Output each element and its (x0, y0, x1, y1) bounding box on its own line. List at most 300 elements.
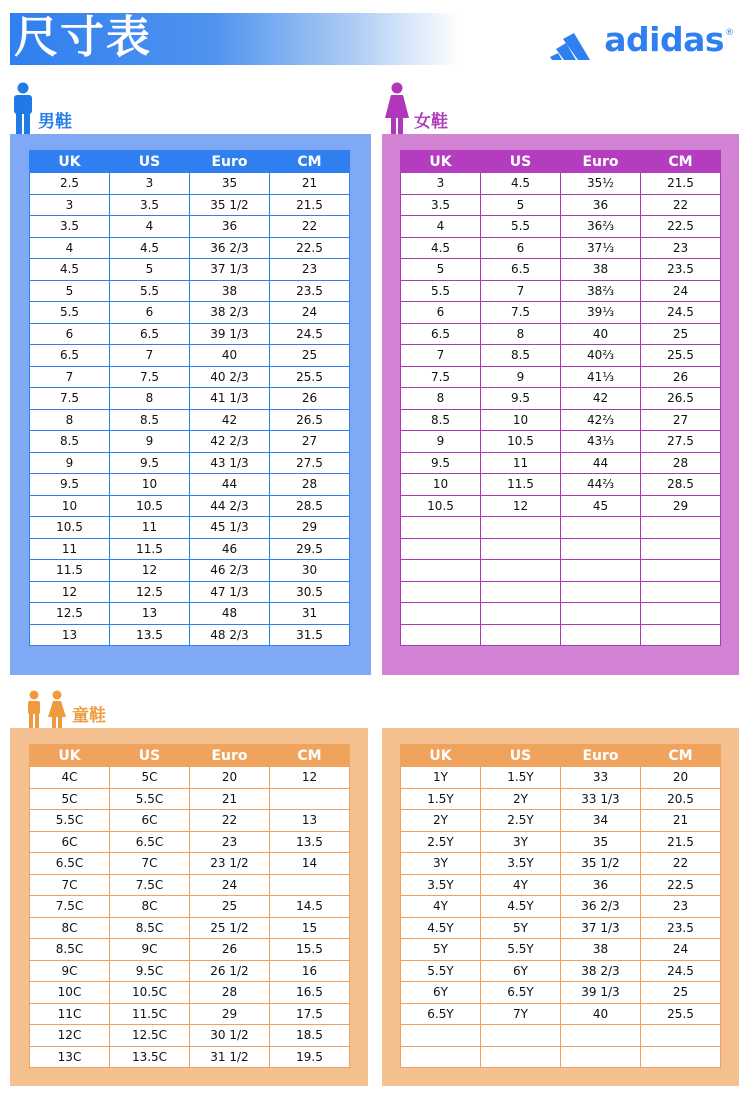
cell-euro: 43 1/3 (190, 452, 270, 474)
cell-cm: 25 (641, 982, 721, 1004)
cell-cm: 25.5 (270, 366, 350, 388)
cell-euro: 25 1/2 (190, 917, 270, 939)
table-row (30, 624, 350, 646)
table-row (401, 388, 721, 410)
table-row (30, 237, 350, 259)
cell-uk: 8C (30, 917, 110, 939)
cell-us: 6.5C (110, 831, 190, 853)
table-header-row (30, 151, 350, 173)
cell-uk: 4.5 (401, 237, 481, 259)
cell-euro: 26 1/2 (190, 960, 270, 982)
table-row (30, 431, 350, 453)
cell-euro: 36 (190, 216, 270, 238)
table-row (30, 280, 350, 302)
table-row (401, 216, 721, 238)
cell-cm: 23.5 (270, 280, 350, 302)
cell-euro: 36⅔ (561, 216, 641, 238)
cell-cm: 16.5 (270, 982, 350, 1004)
table-row (401, 874, 721, 896)
cell-euro: 37 1/3 (190, 259, 270, 281)
cell-uk: 2.5Y (401, 831, 481, 853)
table-row (30, 853, 350, 875)
cell-euro: 44 2/3 (190, 495, 270, 517)
cell-us: 11 (110, 517, 190, 539)
cell-cm (641, 560, 721, 582)
column-header-euro: Euro (561, 745, 641, 767)
table-row (30, 409, 350, 431)
brand-name: adidas (604, 20, 724, 59)
cell-uk: 7.5 (401, 366, 481, 388)
table-row (30, 216, 350, 238)
cell-euro: 44 (190, 474, 270, 496)
table-row (401, 366, 721, 388)
cell-euro: 43⅓ (561, 431, 641, 453)
cell-euro: 34 (561, 810, 641, 832)
cell-euro (561, 538, 641, 560)
cell-euro: 21 (190, 788, 270, 810)
cell-euro: 37⅓ (561, 237, 641, 259)
table-row (30, 194, 350, 216)
cell-us: 6.5 (481, 259, 561, 281)
cell-euro: 39 1/3 (190, 323, 270, 345)
table-row (30, 560, 350, 582)
cell-euro: 38 (561, 939, 641, 961)
cell-euro: 26 (190, 939, 270, 961)
table-row (30, 302, 350, 324)
cell-uk: 3Y (401, 853, 481, 875)
cell-uk: 7.5C (30, 896, 110, 918)
column-header-uk: UK (401, 151, 481, 173)
table-row (401, 560, 721, 582)
cell-euro: 35½ (561, 173, 641, 195)
cell-us: 3.5 (110, 194, 190, 216)
cell-cm: 27.5 (641, 431, 721, 453)
cell-cm: 22 (641, 194, 721, 216)
table-header-row (30, 745, 350, 767)
table-row (401, 538, 721, 560)
kids-y-size-table (400, 744, 721, 1068)
cell-us: 11.5C (110, 1003, 190, 1025)
table-row (30, 1003, 350, 1025)
cell-cm: 29.5 (270, 538, 350, 560)
cell-cm: 23.5 (641, 917, 721, 939)
table-row (401, 345, 721, 367)
cell-uk: 5C (30, 788, 110, 810)
cell-euro: 45 1/3 (190, 517, 270, 539)
cell-cm: 24 (641, 939, 721, 961)
table-row (30, 388, 350, 410)
table-row (401, 495, 721, 517)
table-row (401, 917, 721, 939)
cell-us: 9.5 (481, 388, 561, 410)
cell-euro: 47 1/3 (190, 581, 270, 603)
cell-uk: 5.5Y (401, 960, 481, 982)
table-row (401, 409, 721, 431)
table-row (401, 939, 721, 961)
cell-us: 12 (481, 495, 561, 517)
table-header-row (401, 151, 721, 173)
table-row (401, 474, 721, 496)
cell-us: 6 (481, 237, 561, 259)
cell-uk: 4Y (401, 896, 481, 918)
cell-us: 7.5 (110, 366, 190, 388)
cell-us: 13.5C (110, 1046, 190, 1068)
table-row (30, 810, 350, 832)
cell-cm: 23 (641, 896, 721, 918)
cell-euro: 40 (190, 345, 270, 367)
cell-uk: 6C (30, 831, 110, 853)
cell-euro: 36 2/3 (561, 896, 641, 918)
table-row (401, 603, 721, 625)
cell-uk: 6.5C (30, 853, 110, 875)
cell-us: 11 (481, 452, 561, 474)
page-title: 尺寸表 (14, 12, 152, 63)
table-row (30, 917, 350, 939)
cell-uk: 4 (30, 237, 110, 259)
cell-euro: 22 (190, 810, 270, 832)
column-header-uk: UK (401, 745, 481, 767)
cell-uk (401, 624, 481, 646)
table-row (30, 173, 350, 195)
cell-cm: 25.5 (641, 1003, 721, 1025)
column-header-euro: Euro (561, 151, 641, 173)
cell-cm: 21.5 (270, 194, 350, 216)
cell-cm: 22.5 (270, 237, 350, 259)
column-header-us: US (481, 151, 561, 173)
cell-uk: 10 (401, 474, 481, 496)
cell-euro: 39 1/3 (561, 982, 641, 1004)
cell-cm: 15 (270, 917, 350, 939)
column-header-euro: Euro (190, 745, 270, 767)
cell-uk: 3.5 (30, 216, 110, 238)
cell-cm (641, 538, 721, 560)
cell-cm: 16 (270, 960, 350, 982)
cell-us: 5C (110, 767, 190, 789)
table-row (30, 960, 350, 982)
adidas-stripes-icon (550, 30, 600, 60)
cell-us: 5.5 (110, 280, 190, 302)
table-row (401, 1003, 721, 1025)
cell-cm: 24 (270, 302, 350, 324)
cell-cm (270, 874, 350, 896)
cell-us: 1.5Y (481, 767, 561, 789)
cell-uk: 4C (30, 767, 110, 789)
cell-us: 10 (110, 474, 190, 496)
table-row (401, 982, 721, 1004)
woman-icon (384, 82, 410, 134)
column-header-euro: Euro (190, 151, 270, 173)
cell-cm: 29 (641, 495, 721, 517)
table-row (401, 810, 721, 832)
cell-cm: 22.5 (641, 216, 721, 238)
table-row (401, 1025, 721, 1047)
cell-uk: 9C (30, 960, 110, 982)
cell-cm: 23 (641, 237, 721, 259)
adidas-logo (550, 18, 734, 60)
men-size-table (29, 150, 350, 646)
cell-cm: 24 (641, 280, 721, 302)
cell-uk: 3 (401, 173, 481, 195)
table-row (30, 495, 350, 517)
cell-uk: 7.5 (30, 388, 110, 410)
cell-cm (641, 624, 721, 646)
cell-uk (401, 581, 481, 603)
table-row (30, 1046, 350, 1068)
cell-cm: 14 (270, 853, 350, 875)
cell-uk: 6.5 (401, 323, 481, 345)
cell-euro: 23 1/2 (190, 853, 270, 875)
cell-cm: 30.5 (270, 581, 350, 603)
cell-uk: 4.5Y (401, 917, 481, 939)
cell-euro: 31 1/2 (190, 1046, 270, 1068)
cell-uk (401, 1025, 481, 1047)
cell-uk: 5.5 (401, 280, 481, 302)
cell-us: 4.5Y (481, 896, 561, 918)
cell-us: 12 (110, 560, 190, 582)
cell-euro: 29 (190, 1003, 270, 1025)
cell-euro: 39⅓ (561, 302, 641, 324)
cell-us: 8 (110, 388, 190, 410)
cell-us: 11.5 (481, 474, 561, 496)
cell-uk: 8 (30, 409, 110, 431)
table-row (401, 194, 721, 216)
cell-euro: 36 (561, 874, 641, 896)
cell-euro: 42 (561, 388, 641, 410)
table-row (30, 474, 350, 496)
cell-us: 3 (110, 173, 190, 195)
cell-euro: 35 (190, 173, 270, 195)
cell-euro: 45 (561, 495, 641, 517)
cell-us: 10 (481, 409, 561, 431)
cell-euro: 40⅔ (561, 345, 641, 367)
cell-cm: 26.5 (270, 409, 350, 431)
registered-mark: ® (725, 28, 734, 38)
cell-cm: 31 (270, 603, 350, 625)
table-row (30, 452, 350, 474)
cell-euro: 35 1/2 (561, 853, 641, 875)
cell-euro: 40 (561, 323, 641, 345)
cell-cm: 21.5 (641, 173, 721, 195)
women-label: 女鞋 (414, 112, 448, 132)
table-row (30, 366, 350, 388)
cell-cm (641, 517, 721, 539)
cell-us: 12.5C (110, 1025, 190, 1047)
cell-cm: 24.5 (270, 323, 350, 345)
column-header-us: US (110, 151, 190, 173)
cell-cm: 20 (641, 767, 721, 789)
cell-euro: 25 (190, 896, 270, 918)
cell-uk: 3.5 (401, 194, 481, 216)
cell-uk (401, 538, 481, 560)
cell-uk: 5.5C (30, 810, 110, 832)
cell-us: 4.5 (110, 237, 190, 259)
cell-cm: 24.5 (641, 960, 721, 982)
cell-cm (270, 788, 350, 810)
cell-euro: 30 1/2 (190, 1025, 270, 1047)
cell-uk (401, 517, 481, 539)
cell-euro: 38⅔ (561, 280, 641, 302)
table-row (401, 280, 721, 302)
cell-uk: 3.5Y (401, 874, 481, 896)
cell-uk: 10C (30, 982, 110, 1004)
cell-cm: 22 (641, 853, 721, 875)
cell-uk: 3 (30, 194, 110, 216)
cell-uk: 2Y (401, 810, 481, 832)
column-header-cm: CM (641, 745, 721, 767)
cell-uk (401, 603, 481, 625)
cell-uk: 6Y (401, 982, 481, 1004)
cell-euro: 41⅓ (561, 366, 641, 388)
cell-uk: 6 (401, 302, 481, 324)
cell-uk: 2.5 (30, 173, 110, 195)
table-row (401, 788, 721, 810)
cell-euro: 33 (561, 767, 641, 789)
women-section-label (384, 82, 448, 134)
cell-uk: 11 (30, 538, 110, 560)
cell-uk: 13 (30, 624, 110, 646)
cell-cm: 20.5 (641, 788, 721, 810)
cell-us: 10.5C (110, 982, 190, 1004)
column-header-cm: CM (270, 745, 350, 767)
table-row (401, 831, 721, 853)
cell-cm: 12 (270, 767, 350, 789)
cell-us: 7 (481, 280, 561, 302)
cell-uk: 11.5 (30, 560, 110, 582)
cell-cm: 17.5 (270, 1003, 350, 1025)
table-row (30, 345, 350, 367)
cell-cm: 19.5 (270, 1046, 350, 1068)
cell-us: 2.5Y (481, 810, 561, 832)
cell-euro: 38 2/3 (190, 302, 270, 324)
cell-euro (561, 624, 641, 646)
kids-c-size-table (29, 744, 350, 1068)
cell-euro (561, 603, 641, 625)
table-row (401, 1046, 721, 1068)
cell-us (481, 560, 561, 582)
table-row (401, 237, 721, 259)
cell-cm: 27 (641, 409, 721, 431)
cell-us: 6 (110, 302, 190, 324)
cell-euro: 40 2/3 (190, 366, 270, 388)
cell-us: 13 (110, 603, 190, 625)
cell-uk: 12.5 (30, 603, 110, 625)
cell-euro: 37 1/3 (561, 917, 641, 939)
column-header-cm: CM (641, 151, 721, 173)
cell-uk: 5.5 (30, 302, 110, 324)
cell-euro: 35 1/2 (190, 194, 270, 216)
cell-euro: 48 (190, 603, 270, 625)
cell-cm: 21 (641, 810, 721, 832)
table-row (30, 939, 350, 961)
table-row (30, 603, 350, 625)
cell-cm: 21.5 (641, 831, 721, 853)
cell-cm: 25 (270, 345, 350, 367)
cell-cm: 22 (270, 216, 350, 238)
table-row (401, 853, 721, 875)
cell-cm: 28 (641, 452, 721, 474)
table-row (401, 960, 721, 982)
cell-uk: 7 (401, 345, 481, 367)
table-row (30, 1025, 350, 1047)
cell-euro (561, 1025, 641, 1047)
cell-us: 5 (481, 194, 561, 216)
cell-cm (641, 1046, 721, 1068)
cell-us: 7C (110, 853, 190, 875)
cell-euro: 28 (190, 982, 270, 1004)
table-row (30, 323, 350, 345)
cell-uk: 8.5 (30, 431, 110, 453)
column-header-uk: UK (30, 745, 110, 767)
column-header-us: US (481, 745, 561, 767)
cell-us: 9.5C (110, 960, 190, 982)
table-row (401, 517, 721, 539)
cell-euro: 23 (190, 831, 270, 853)
men-section-label (12, 82, 72, 134)
cell-uk: 10 (30, 495, 110, 517)
cell-us: 5Y (481, 917, 561, 939)
cell-us (481, 603, 561, 625)
cell-uk: 5 (401, 259, 481, 281)
cell-uk: 5Y (401, 939, 481, 961)
cell-uk (401, 560, 481, 582)
table-row (30, 874, 350, 896)
cell-us: 12.5 (110, 581, 190, 603)
cell-us: 4Y (481, 874, 561, 896)
cell-cm: 13.5 (270, 831, 350, 853)
cell-cm (641, 1025, 721, 1047)
cell-uk: 9 (401, 431, 481, 453)
cell-us: 9 (110, 431, 190, 453)
cell-euro: 20 (190, 767, 270, 789)
cell-euro (561, 581, 641, 603)
cell-uk (401, 1046, 481, 1068)
cell-cm: 29 (270, 517, 350, 539)
cell-uk: 6 (30, 323, 110, 345)
cell-euro (561, 517, 641, 539)
cell-euro: 38 2/3 (561, 960, 641, 982)
cell-us: 8.5C (110, 917, 190, 939)
table-row (30, 538, 350, 560)
men-label: 男鞋 (38, 112, 72, 132)
cell-us: 3Y (481, 831, 561, 853)
table-row (401, 452, 721, 474)
table-row (401, 173, 721, 195)
cell-us: 7.5 (481, 302, 561, 324)
cell-cm: 26 (270, 388, 350, 410)
cell-uk: 9.5 (401, 452, 481, 474)
cell-us: 6C (110, 810, 190, 832)
cell-cm: 25 (641, 323, 721, 345)
cell-us: 5 (110, 259, 190, 281)
table-row (30, 581, 350, 603)
cell-us: 6Y (481, 960, 561, 982)
cell-uk: 1.5Y (401, 788, 481, 810)
kids-label: 童鞋 (72, 706, 106, 726)
cell-euro: 41 1/3 (190, 388, 270, 410)
cell-us: 10.5 (481, 431, 561, 453)
cell-euro: 42⅔ (561, 409, 641, 431)
cell-cm: 14.5 (270, 896, 350, 918)
cell-euro (561, 1046, 641, 1068)
table-row (30, 896, 350, 918)
cell-us: 7.5C (110, 874, 190, 896)
cell-us: 5.5C (110, 788, 190, 810)
women-size-table (400, 150, 721, 646)
children-icon (24, 690, 68, 728)
cell-euro: 44 (561, 452, 641, 474)
cell-us: 4.5 (481, 173, 561, 195)
cell-cm: 23.5 (641, 259, 721, 281)
